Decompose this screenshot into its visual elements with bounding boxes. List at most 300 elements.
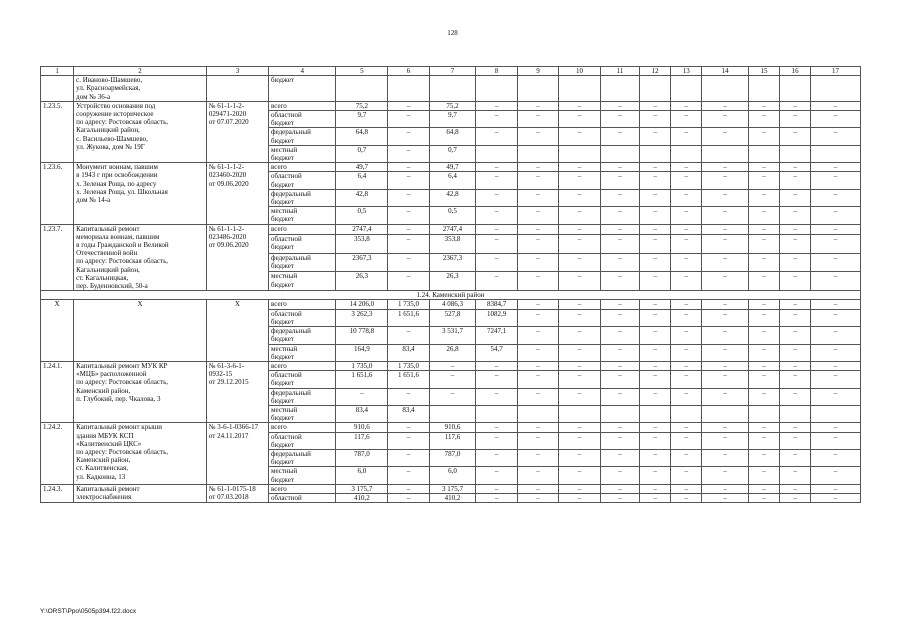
budget-source-cell: областной бюджет	[269, 111, 336, 128]
value-cell: –	[780, 272, 811, 291]
value-cell: –	[671, 172, 702, 189]
value-cell: –	[748, 449, 779, 466]
value-cell: –	[640, 493, 671, 502]
value-cell: –	[811, 300, 861, 309]
value-cell: 410,2	[336, 493, 388, 502]
budget-table	[40, 66, 861, 503]
column-number-4: 4	[269, 67, 336, 76]
value-cell: –	[600, 300, 639, 309]
value-cell: –	[640, 253, 671, 272]
expertise-cell: X	[206, 300, 268, 361]
budget-source-cell: федеральный бюджет	[269, 253, 336, 272]
value-cell: –	[559, 234, 600, 253]
value-cell: –	[388, 467, 429, 484]
value-cell: –	[600, 272, 639, 291]
value-cell: –	[811, 101, 861, 110]
value-cell: –	[388, 111, 429, 128]
value-cell: 117,6	[336, 432, 388, 449]
value-cell: 117,6	[429, 432, 476, 449]
value-cell: –	[811, 111, 861, 128]
value-cell: –	[559, 361, 600, 370]
item-number-cell: 1.23.5.	[41, 101, 74, 162]
value-cell: –	[388, 234, 429, 253]
column-number-6: 6	[388, 67, 429, 76]
value-cell: –	[780, 128, 811, 145]
value-cell	[600, 76, 639, 102]
value-cell: –	[388, 432, 429, 449]
value-cell	[429, 76, 476, 102]
value-cell	[476, 405, 517, 422]
column-number-17: 17	[811, 67, 861, 76]
value-cell: –	[600, 234, 639, 253]
value-cell: –	[388, 128, 429, 145]
value-cell: –	[517, 432, 558, 449]
value-cell: –	[671, 467, 702, 484]
value-cell: –	[780, 207, 811, 224]
value-cell: 26,3	[336, 272, 388, 291]
value-cell: –	[559, 432, 600, 449]
value-cell: 42,8	[336, 189, 388, 206]
value-cell: –	[671, 449, 702, 466]
value-cell: –	[600, 111, 639, 128]
value-cell: –	[388, 388, 429, 405]
value-cell: –	[600, 432, 639, 449]
value-cell: –	[780, 423, 811, 432]
budget-source-cell: областной бюджет	[269, 234, 336, 253]
value-cell: 0,7	[429, 145, 476, 162]
value-cell: –	[671, 388, 702, 405]
value-cell: –	[476, 207, 517, 224]
value-cell: –	[811, 388, 861, 405]
value-cell: –	[811, 272, 861, 291]
value-cell: –	[748, 344, 779, 361]
value-cell: –	[640, 207, 671, 224]
value-cell	[702, 76, 749, 102]
value-cell: –	[476, 172, 517, 189]
value-cell: –	[600, 388, 639, 405]
value-cell	[517, 76, 558, 102]
value-cell: –	[429, 371, 476, 388]
budget-source-cell: всего	[269, 300, 336, 309]
description-cell: с. Иваново-Шамшево, ул. Красноармейская, дом № 36-а	[74, 76, 207, 102]
value-cell	[476, 145, 517, 162]
value-cell: –	[671, 327, 702, 344]
value-cell: –	[600, 207, 639, 224]
value-cell: –	[517, 189, 558, 206]
value-cell: –	[748, 361, 779, 370]
item-number-cell: 1.23.7.	[41, 224, 74, 291]
value-cell: –	[748, 128, 779, 145]
value-cell	[748, 145, 779, 162]
value-cell: –	[780, 344, 811, 361]
value-cell: –	[702, 207, 749, 224]
value-cell: –	[640, 423, 671, 432]
value-cell: –	[780, 163, 811, 172]
value-cell: –	[671, 300, 702, 309]
value-cell: 83,4	[388, 344, 429, 361]
value-cell	[748, 76, 779, 102]
budget-source-cell: местный бюджет	[269, 145, 336, 162]
value-cell: 410,2	[429, 493, 476, 502]
value-cell: –	[559, 309, 600, 326]
budget-source-cell: всего	[269, 163, 336, 172]
value-cell: 1 735,0	[388, 300, 429, 309]
value-cell: –	[671, 128, 702, 145]
value-cell: –	[559, 467, 600, 484]
value-cell: –	[600, 163, 639, 172]
value-cell: –	[640, 272, 671, 291]
value-cell: –	[780, 432, 811, 449]
value-cell: –	[671, 371, 702, 388]
value-cell: 7247,1	[476, 327, 517, 344]
value-cell: –	[748, 253, 779, 272]
table-row	[41, 101, 861, 110]
value-cell: –	[429, 388, 476, 405]
value-cell: –	[600, 309, 639, 326]
value-cell: 2747,4	[336, 224, 388, 234]
value-cell: –	[388, 449, 429, 466]
value-cell: –	[702, 432, 749, 449]
value-cell: –	[640, 361, 671, 370]
value-cell: –	[671, 207, 702, 224]
value-cell: –	[517, 128, 558, 145]
value-cell: 9,7	[336, 111, 388, 128]
value-cell: –	[780, 253, 811, 272]
value-cell: –	[600, 484, 639, 493]
value-cell: –	[517, 327, 558, 344]
value-cell: –	[600, 327, 639, 344]
budget-source-cell: федеральный бюджет	[269, 128, 336, 145]
table-row	[41, 423, 861, 432]
value-cell: –	[640, 309, 671, 326]
value-cell: –	[671, 163, 702, 172]
budget-source-cell: федеральный бюджет	[269, 189, 336, 206]
value-cell: –	[517, 272, 558, 291]
value-cell: –	[517, 234, 558, 253]
value-cell: 2367,3	[336, 253, 388, 272]
value-cell: –	[671, 493, 702, 502]
value-cell: 42,8	[429, 189, 476, 206]
value-cell: –	[476, 234, 517, 253]
description-cell: Капитальный ремонт мемориала воинам, павшим в годы Гражданской и Великой Отечественной войн по адресу: Ростовская область, Кагальницкий район, ст. Кагальницкая, пер. Буденновский, 50-а	[74, 224, 207, 291]
value-cell: –	[748, 163, 779, 172]
value-cell	[559, 76, 600, 102]
value-cell: –	[600, 371, 639, 388]
value-cell: –	[600, 101, 639, 110]
value-cell: 787,0	[336, 449, 388, 466]
value-cell: –	[640, 172, 671, 189]
value-cell: 26,8	[429, 344, 476, 361]
item-number-cell	[41, 76, 74, 102]
value-cell: 0,5	[336, 207, 388, 224]
value-cell: –	[811, 207, 861, 224]
value-cell: –	[748, 371, 779, 388]
value-cell: 353,8	[429, 234, 476, 253]
value-cell: –	[517, 224, 558, 234]
column-number-3: 3	[206, 67, 268, 76]
value-cell: –	[476, 493, 517, 502]
budget-source-cell: областной бюджет	[269, 371, 336, 388]
value-cell: 3 175,7	[429, 484, 476, 493]
value-cell: –	[388, 163, 429, 172]
value-cell: –	[640, 344, 671, 361]
value-cell: –	[559, 493, 600, 502]
value-cell: 910,6	[336, 423, 388, 432]
value-cell: –	[388, 172, 429, 189]
value-cell	[811, 76, 861, 102]
value-cell: –	[476, 432, 517, 449]
column-number-5: 5	[336, 67, 388, 76]
value-cell: –	[702, 423, 749, 432]
value-cell: –	[559, 449, 600, 466]
value-cell: –	[671, 344, 702, 361]
value-cell	[811, 145, 861, 162]
value-cell	[640, 76, 671, 102]
value-cell: –	[811, 484, 861, 493]
budget-source-cell: областной бюджет	[269, 309, 336, 326]
value-cell: –	[780, 300, 811, 309]
description-cell: X	[74, 300, 207, 361]
budget-source-cell: областной бюджет	[269, 432, 336, 449]
value-cell: –	[671, 111, 702, 128]
value-cell: –	[517, 388, 558, 405]
value-cell: –	[476, 467, 517, 484]
value-cell: –	[671, 101, 702, 110]
value-cell: –	[702, 300, 749, 309]
value-cell: –	[780, 493, 811, 502]
value-cell: –	[811, 449, 861, 466]
value-cell: –	[476, 272, 517, 291]
value-cell: –	[640, 189, 671, 206]
table-row	[41, 300, 861, 309]
value-cell: –	[559, 272, 600, 291]
value-cell: –	[600, 361, 639, 370]
value-cell: –	[748, 493, 779, 502]
value-cell: –	[748, 272, 779, 291]
value-cell: 6,0	[429, 467, 476, 484]
value-cell	[702, 405, 749, 422]
value-cell	[748, 405, 779, 422]
budget-source-cell: федеральный бюджет	[269, 449, 336, 466]
value-cell: –	[600, 423, 639, 432]
value-cell: –	[702, 234, 749, 253]
value-cell: –	[600, 128, 639, 145]
value-cell: –	[559, 327, 600, 344]
value-cell: –	[811, 253, 861, 272]
value-cell	[559, 145, 600, 162]
value-cell: –	[517, 423, 558, 432]
value-cell: –	[600, 253, 639, 272]
column-number-16: 16	[780, 67, 811, 76]
value-cell: –	[748, 101, 779, 110]
value-cell: –	[811, 344, 861, 361]
value-cell: 75,2	[429, 101, 476, 110]
value-cell: –	[476, 163, 517, 172]
value-cell: –	[476, 361, 517, 370]
value-cell: –	[702, 224, 749, 234]
value-cell: –	[517, 344, 558, 361]
value-cell	[671, 145, 702, 162]
value-cell: –	[517, 449, 558, 466]
budget-source-cell: всего	[269, 101, 336, 110]
value-cell: 0,5	[429, 207, 476, 224]
value-cell: –	[780, 467, 811, 484]
value-cell: –	[429, 361, 476, 370]
value-cell: 910,6	[429, 423, 476, 432]
value-cell: –	[600, 467, 639, 484]
value-cell: –	[811, 224, 861, 234]
value-cell: –	[640, 371, 671, 388]
value-cell: –	[780, 449, 811, 466]
budget-source-cell: всего	[269, 423, 336, 432]
expertise-cell	[206, 76, 268, 102]
value-cell: –	[748, 172, 779, 189]
value-cell: 83,4	[336, 405, 388, 422]
value-cell: –	[559, 207, 600, 224]
column-number-row	[41, 67, 861, 76]
value-cell: –	[702, 484, 749, 493]
value-cell	[559, 405, 600, 422]
value-cell: –	[476, 101, 517, 110]
value-cell: 3 531,7	[429, 327, 476, 344]
value-cell	[811, 405, 861, 422]
value-cell: –	[671, 253, 702, 272]
value-cell: –	[811, 163, 861, 172]
value-cell: –	[702, 189, 749, 206]
value-cell: –	[811, 423, 861, 432]
value-cell: –	[671, 309, 702, 326]
column-number-1: 1	[41, 67, 74, 76]
value-cell: –	[780, 371, 811, 388]
value-cell: –	[748, 300, 779, 309]
value-cell: 6,4	[429, 172, 476, 189]
value-cell: –	[559, 388, 600, 405]
value-cell	[517, 145, 558, 162]
column-number-11: 11	[600, 67, 639, 76]
value-cell: –	[600, 344, 639, 361]
value-cell: –	[559, 189, 600, 206]
item-number-cell: 1.24.1.	[41, 361, 74, 422]
value-cell: –	[811, 327, 861, 344]
value-cell: –	[748, 467, 779, 484]
value-cell: –	[517, 371, 558, 388]
value-cell: –	[780, 388, 811, 405]
item-number-cell: 1.23.6.	[41, 163, 74, 224]
value-cell: –	[517, 207, 558, 224]
value-cell	[640, 405, 671, 422]
value-cell: –	[780, 309, 811, 326]
value-cell: 49,7	[429, 163, 476, 172]
value-cell: –	[388, 272, 429, 291]
value-cell: –	[559, 172, 600, 189]
value-cell: –	[702, 344, 749, 361]
value-cell: –	[780, 484, 811, 493]
value-cell: –	[702, 327, 749, 344]
column-number-9: 9	[517, 67, 558, 76]
value-cell: –	[748, 327, 779, 344]
value-cell	[780, 405, 811, 422]
table-row	[41, 76, 861, 102]
value-cell: –	[640, 388, 671, 405]
section-header-row	[41, 291, 861, 300]
value-cell: –	[559, 371, 600, 388]
value-cell: 3 175,7	[336, 484, 388, 493]
value-cell: –	[640, 449, 671, 466]
budget-source-cell: местный бюджет	[269, 344, 336, 361]
value-cell: –	[748, 432, 779, 449]
column-number-15: 15	[748, 67, 779, 76]
value-cell: 10 778,8	[336, 327, 388, 344]
item-number-cell: X	[41, 300, 74, 361]
value-cell: –	[559, 111, 600, 128]
value-cell: –	[640, 300, 671, 309]
value-cell: 3 262,3	[336, 309, 388, 326]
value-cell: –	[702, 388, 749, 405]
value-cell: –	[748, 207, 779, 224]
column-number-12: 12	[640, 67, 671, 76]
value-cell: –	[336, 388, 388, 405]
description-cell: Устройство основания под сооружение историческое по адресу: Ростовская область, Кагальницкий район, с. Васильево-Шамшево, ул. Жукова, дом № 19Г	[74, 101, 207, 162]
expertise-cell: № 61-3-6-1- 0932-15 от 29.12.2015	[206, 361, 268, 422]
column-number-8: 8	[476, 67, 517, 76]
value-cell: 64,8	[429, 128, 476, 145]
column-number-14: 14	[702, 67, 749, 76]
value-cell: –	[811, 189, 861, 206]
budget-source-cell: местный бюджет	[269, 272, 336, 291]
value-cell: –	[388, 327, 429, 344]
value-cell: –	[476, 224, 517, 234]
value-cell: –	[559, 484, 600, 493]
value-cell: –	[559, 253, 600, 272]
expertise-cell: № 3-6-1-0366-17 от 24.11.2017	[206, 423, 268, 484]
value-cell: –	[702, 128, 749, 145]
value-cell	[429, 405, 476, 422]
value-cell: –	[780, 101, 811, 110]
value-cell: –	[811, 128, 861, 145]
value-cell: –	[388, 484, 429, 493]
value-cell: –	[517, 163, 558, 172]
value-cell: 2367,3	[429, 253, 476, 272]
value-cell: –	[640, 224, 671, 234]
section-title: 1.24. Каменский район	[41, 291, 861, 300]
value-cell: –	[811, 361, 861, 370]
value-cell: –	[702, 361, 749, 370]
value-cell: –	[811, 371, 861, 388]
value-cell	[780, 145, 811, 162]
value-cell: –	[476, 371, 517, 388]
value-cell: –	[388, 189, 429, 206]
value-cell	[517, 405, 558, 422]
value-cell: 6,4	[336, 172, 388, 189]
value-cell: –	[388, 145, 429, 162]
budget-source-cell: областной	[269, 493, 336, 502]
value-cell: –	[640, 163, 671, 172]
value-cell: –	[517, 111, 558, 128]
value-cell: 1 651,6	[336, 371, 388, 388]
value-cell: 1 735,0	[388, 361, 429, 370]
value-cell	[388, 76, 429, 102]
value-cell: –	[671, 189, 702, 206]
value-cell: –	[517, 253, 558, 272]
budget-source-cell: областной бюджет	[269, 172, 336, 189]
value-cell: –	[702, 309, 749, 326]
value-cell: –	[517, 300, 558, 309]
value-cell: –	[600, 224, 639, 234]
value-cell: 0,7	[336, 145, 388, 162]
value-cell: –	[671, 432, 702, 449]
table-row	[41, 163, 861, 172]
value-cell: –	[517, 493, 558, 502]
